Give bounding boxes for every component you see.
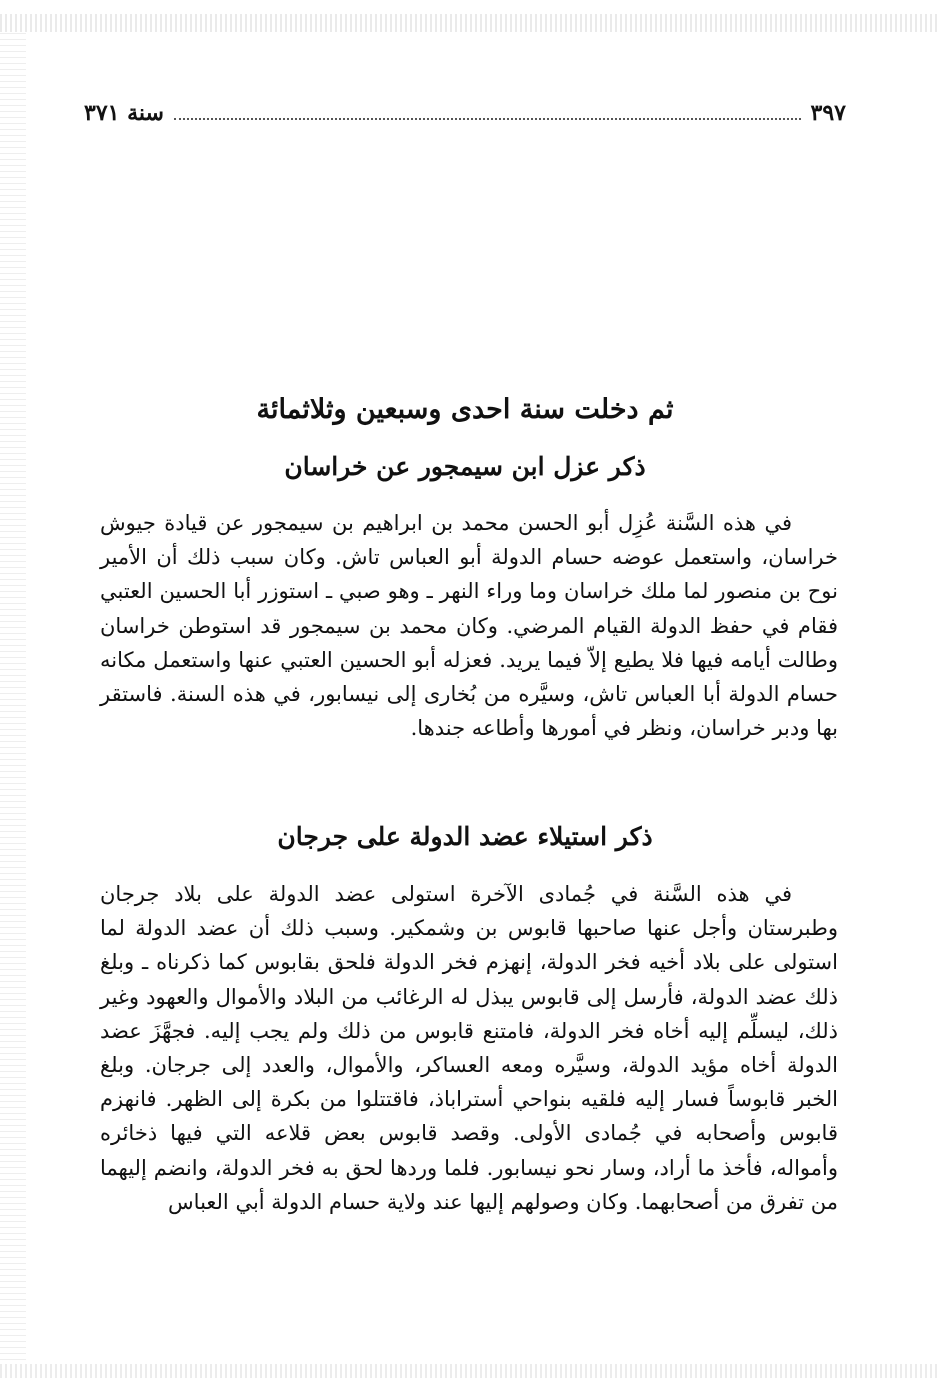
scan-edge-top — [0, 14, 939, 32]
section-heading-2: ذكر استيلاء عضد الدولة على جرجان — [277, 822, 653, 851]
header-year-label: سنة ٣٧١ — [84, 100, 164, 126]
page-title: ثم دخلت سنة احدى وسبعين وثلاثمائة — [256, 394, 674, 425]
running-header — [84, 94, 846, 128]
scan-edge-left — [0, 30, 26, 1360]
section-paragraph-1: في هذه السَّنة عُزِل أبو الحسن محمد بن ابراهيم بن سيمجور عن قيادة جيوش خراسان، واستعمل عوضه حسام الدولة أبو العباس تاش. وكان سبب ذلك أن الأمير نوح بن منصور لما ملك خراسان وما وراء النهر ـ وهو صبي ـ استوزر أبا الحسين العتبي فقام في حفظ الدولة القيام المرضي. وكان محمد بن سيمجور قد استوطن خراسان وطالت أيامه فيها فلا يطيع إلاّ فيما يريد. فعزله أبو الحسين العتبي عنها واستعمل مكانه حسام الدولة أبا العباس تاش، وسيَّره من بُخارى إلى نيسابور، في هذه السنة. فاستقر بها ودبر خراسان، ونظر في أمورها وأطاعه جندها. — [100, 511, 838, 741]
section-heading-1: ذكر عزل ابن سيمجور عن خراسان — [284, 452, 646, 481]
header-dotted-leader — [174, 118, 801, 120]
section-paragraph-2: في هذه السَّنة في جُمادى الآخرة استولى عضد الدولة على بلاد جرجان وطبرستان وأجل عنها صاحبها قابوس بن وشمكير. وسبب ذلك أن عضد الدولة لما استولى على بلاد أخيه فخر الدولة، إنهزم فخر الدولة فلحق بقابوس كما ذكرناه ـ وبلغ ذلك عضد الدولة، فأرسل إلى قابوس يبذل له الرغائب من البلاد والأموال والعهود وغير ذلك، ليسلِّم إليه أخاه فخر الدولة، فامتنع قابوس من ذلك ولم يجب إليه. فجهَّزَ عضد الدولة أخاه مؤيد الدولة، وسيَّره ومعه العساكر، والأموال، والعدد إلى جرجان. وبلغ الخبر قابوساً فسار إليه فلقيه بنواحي أستراباذ، فاقتتلوا من بكرة إلى الظهر. فانهزم قابوس وأصحابه في جُمادى الأولى. وقصد قابوس بعض قلاعه التي فيها ذخائره وأمواله، فأخذ ما أراد، وسار نحو نيسابور. فلما وردها لحق به فخر الدولة، وانضم إليهما من تفرق من أصحابهما. وكان وصولهم إليها عند ولاية حسام الدولة أبي العباس — [100, 882, 838, 1214]
page-number: ٣٩٧ — [810, 100, 846, 126]
scan-edge-bottom — [0, 1364, 939, 1378]
